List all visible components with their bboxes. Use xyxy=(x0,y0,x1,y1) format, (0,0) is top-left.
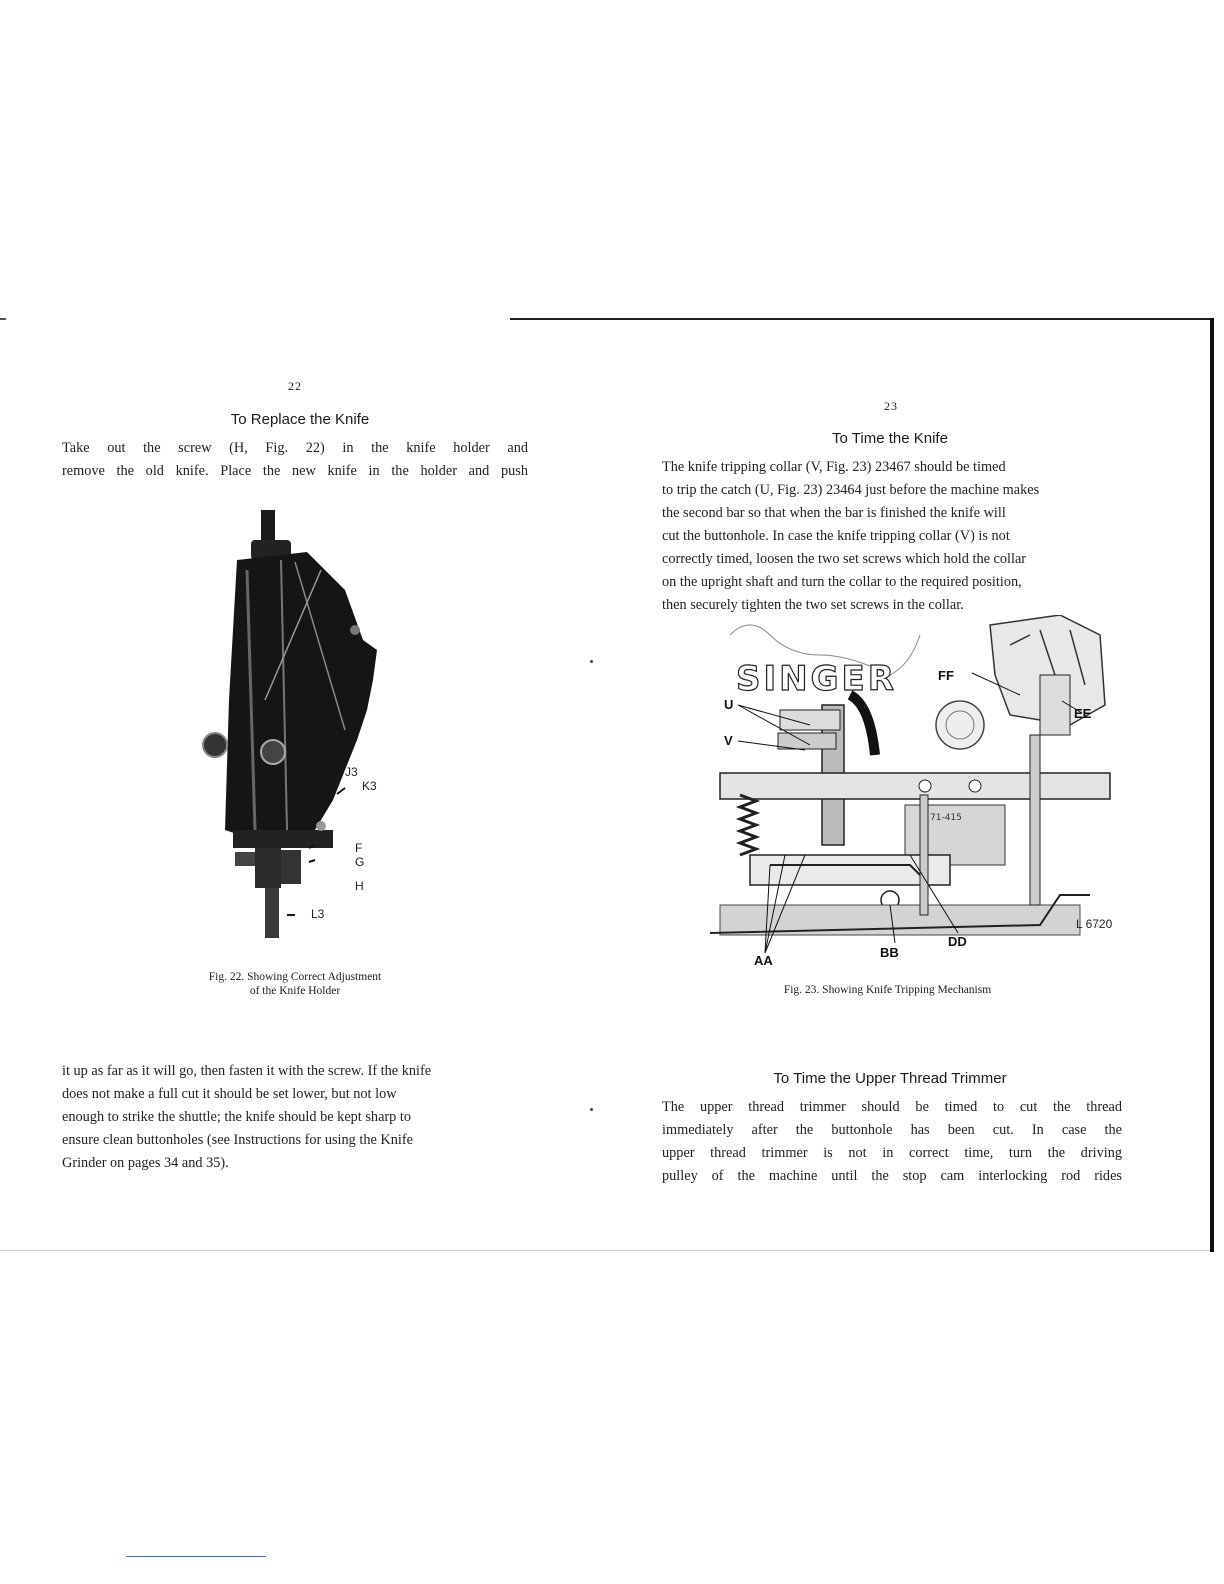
lower-bar xyxy=(233,830,333,848)
text-line: The knife tripping collar (V, Fig. 23) 23467 should be timed xyxy=(662,459,1006,475)
right-page-body-2 xyxy=(662,1096,1122,1188)
caption-line: of the Knife Holder xyxy=(249,985,341,997)
text-line: ensure clean buttonholes (see Instructions for using the Knife xyxy=(62,1132,413,1148)
text-line: Grinder on pages 34 and 35). xyxy=(62,1155,229,1171)
text-line: pulley of the machine until the stop cam interlocking rod rides xyxy=(662,1168,1122,1184)
right-page-heading-2: To Time the Upper Thread Trimmer xyxy=(773,1070,1007,1087)
fig23-label-dd: DD xyxy=(948,934,967,949)
fig23-label-aa: AA xyxy=(754,953,773,968)
fig22-label-f: F xyxy=(355,841,363,855)
fig22-label-h: H xyxy=(355,879,364,893)
figure-22-knife-holder xyxy=(195,500,395,950)
text-line: enough to strike the shuttle; the knife should be kept sharp to xyxy=(62,1109,412,1125)
figure-23-caption: Fig. 23. Showing Knife Tripping Mechanism xyxy=(783,984,992,996)
figure-22-caption xyxy=(150,970,440,998)
text-line: Take out the screw (H, Fig. 22) in the knife holder and xyxy=(62,440,528,456)
text-line: to trip the catch (U, Fig. 23) 23464 just before the machine makes xyxy=(662,482,1040,498)
text-line: immediately after the buttonhole has been cut. In case the xyxy=(662,1122,1122,1138)
fig23-plate-number: L 6720 xyxy=(1076,917,1113,931)
fig23-label-ee: EE xyxy=(1074,706,1092,721)
spring xyxy=(740,795,756,855)
knife-holder xyxy=(255,848,281,888)
text-line: correctly timed, loosen the two set screws which hold the collar xyxy=(662,551,1027,567)
text-line: upper thread trimmer is not in correct time, turn the driving xyxy=(662,1145,1122,1161)
needle-bar xyxy=(265,888,279,938)
scan-right-edge xyxy=(1210,318,1214,1252)
side-knob xyxy=(203,733,227,757)
left-page-intro xyxy=(62,437,528,483)
text-line: the second bar so that when the bar is finished the knife will xyxy=(662,505,1006,521)
left-page-number: 22 xyxy=(288,379,302,393)
fig22-label-j3: J3 xyxy=(345,765,358,779)
fig23-label-bb: BB xyxy=(880,945,899,960)
scan-top-edge-left xyxy=(0,318,6,320)
singer-logo: SINGER xyxy=(736,659,897,699)
right-page-heading: To Time the Knife xyxy=(832,430,948,447)
fig23-label-u: U xyxy=(724,697,734,712)
fig23-label-ff: FF xyxy=(938,668,954,683)
fig22-label-l3: L3 xyxy=(311,907,325,921)
text-line: on the upright shaft and turn the collar to the required position, xyxy=(662,574,1022,590)
text-line: it up as far as it will go, then fasten it with the screw. If the knife xyxy=(62,1063,432,1079)
scan-speck xyxy=(590,1108,593,1111)
fig22-label-g: G xyxy=(355,855,365,869)
left-page-heading: To Replace the Knife xyxy=(230,411,370,428)
scan-speck xyxy=(590,660,593,663)
fig23-label-v: V xyxy=(724,733,733,748)
text-line: then securely tighten the two set screws in the collar. xyxy=(662,597,964,613)
gauge-dial xyxy=(936,701,984,749)
footer-link-underline xyxy=(126,1556,266,1557)
text-line: does not make a full cut it should be set lower, but not low xyxy=(62,1086,397,1102)
caption-line: Fig. 22. Showing Correct Adjustment xyxy=(208,971,382,983)
text-line: cut the buttonhole. In case the knife tripping collar (V) is not xyxy=(662,528,1010,544)
tension-disc xyxy=(261,740,285,764)
right-page-number: 23 xyxy=(884,399,898,413)
left-page-continuation xyxy=(62,1060,528,1175)
main-bar xyxy=(720,773,1110,799)
text-line: The upper thread trimmer should be timed to cut the thread xyxy=(662,1099,1122,1115)
scan-top-edge xyxy=(510,318,1214,320)
right-page-body xyxy=(662,456,1122,617)
figure-23-knife-tripping xyxy=(710,615,1130,970)
fig22-label-k3: K3 xyxy=(362,779,377,793)
text-line: remove the old knife. Place the new knife in the holder and push xyxy=(62,463,528,479)
svg-text:71-415: 71-415 xyxy=(930,813,962,823)
scan-bottom-edge xyxy=(0,1250,1210,1251)
